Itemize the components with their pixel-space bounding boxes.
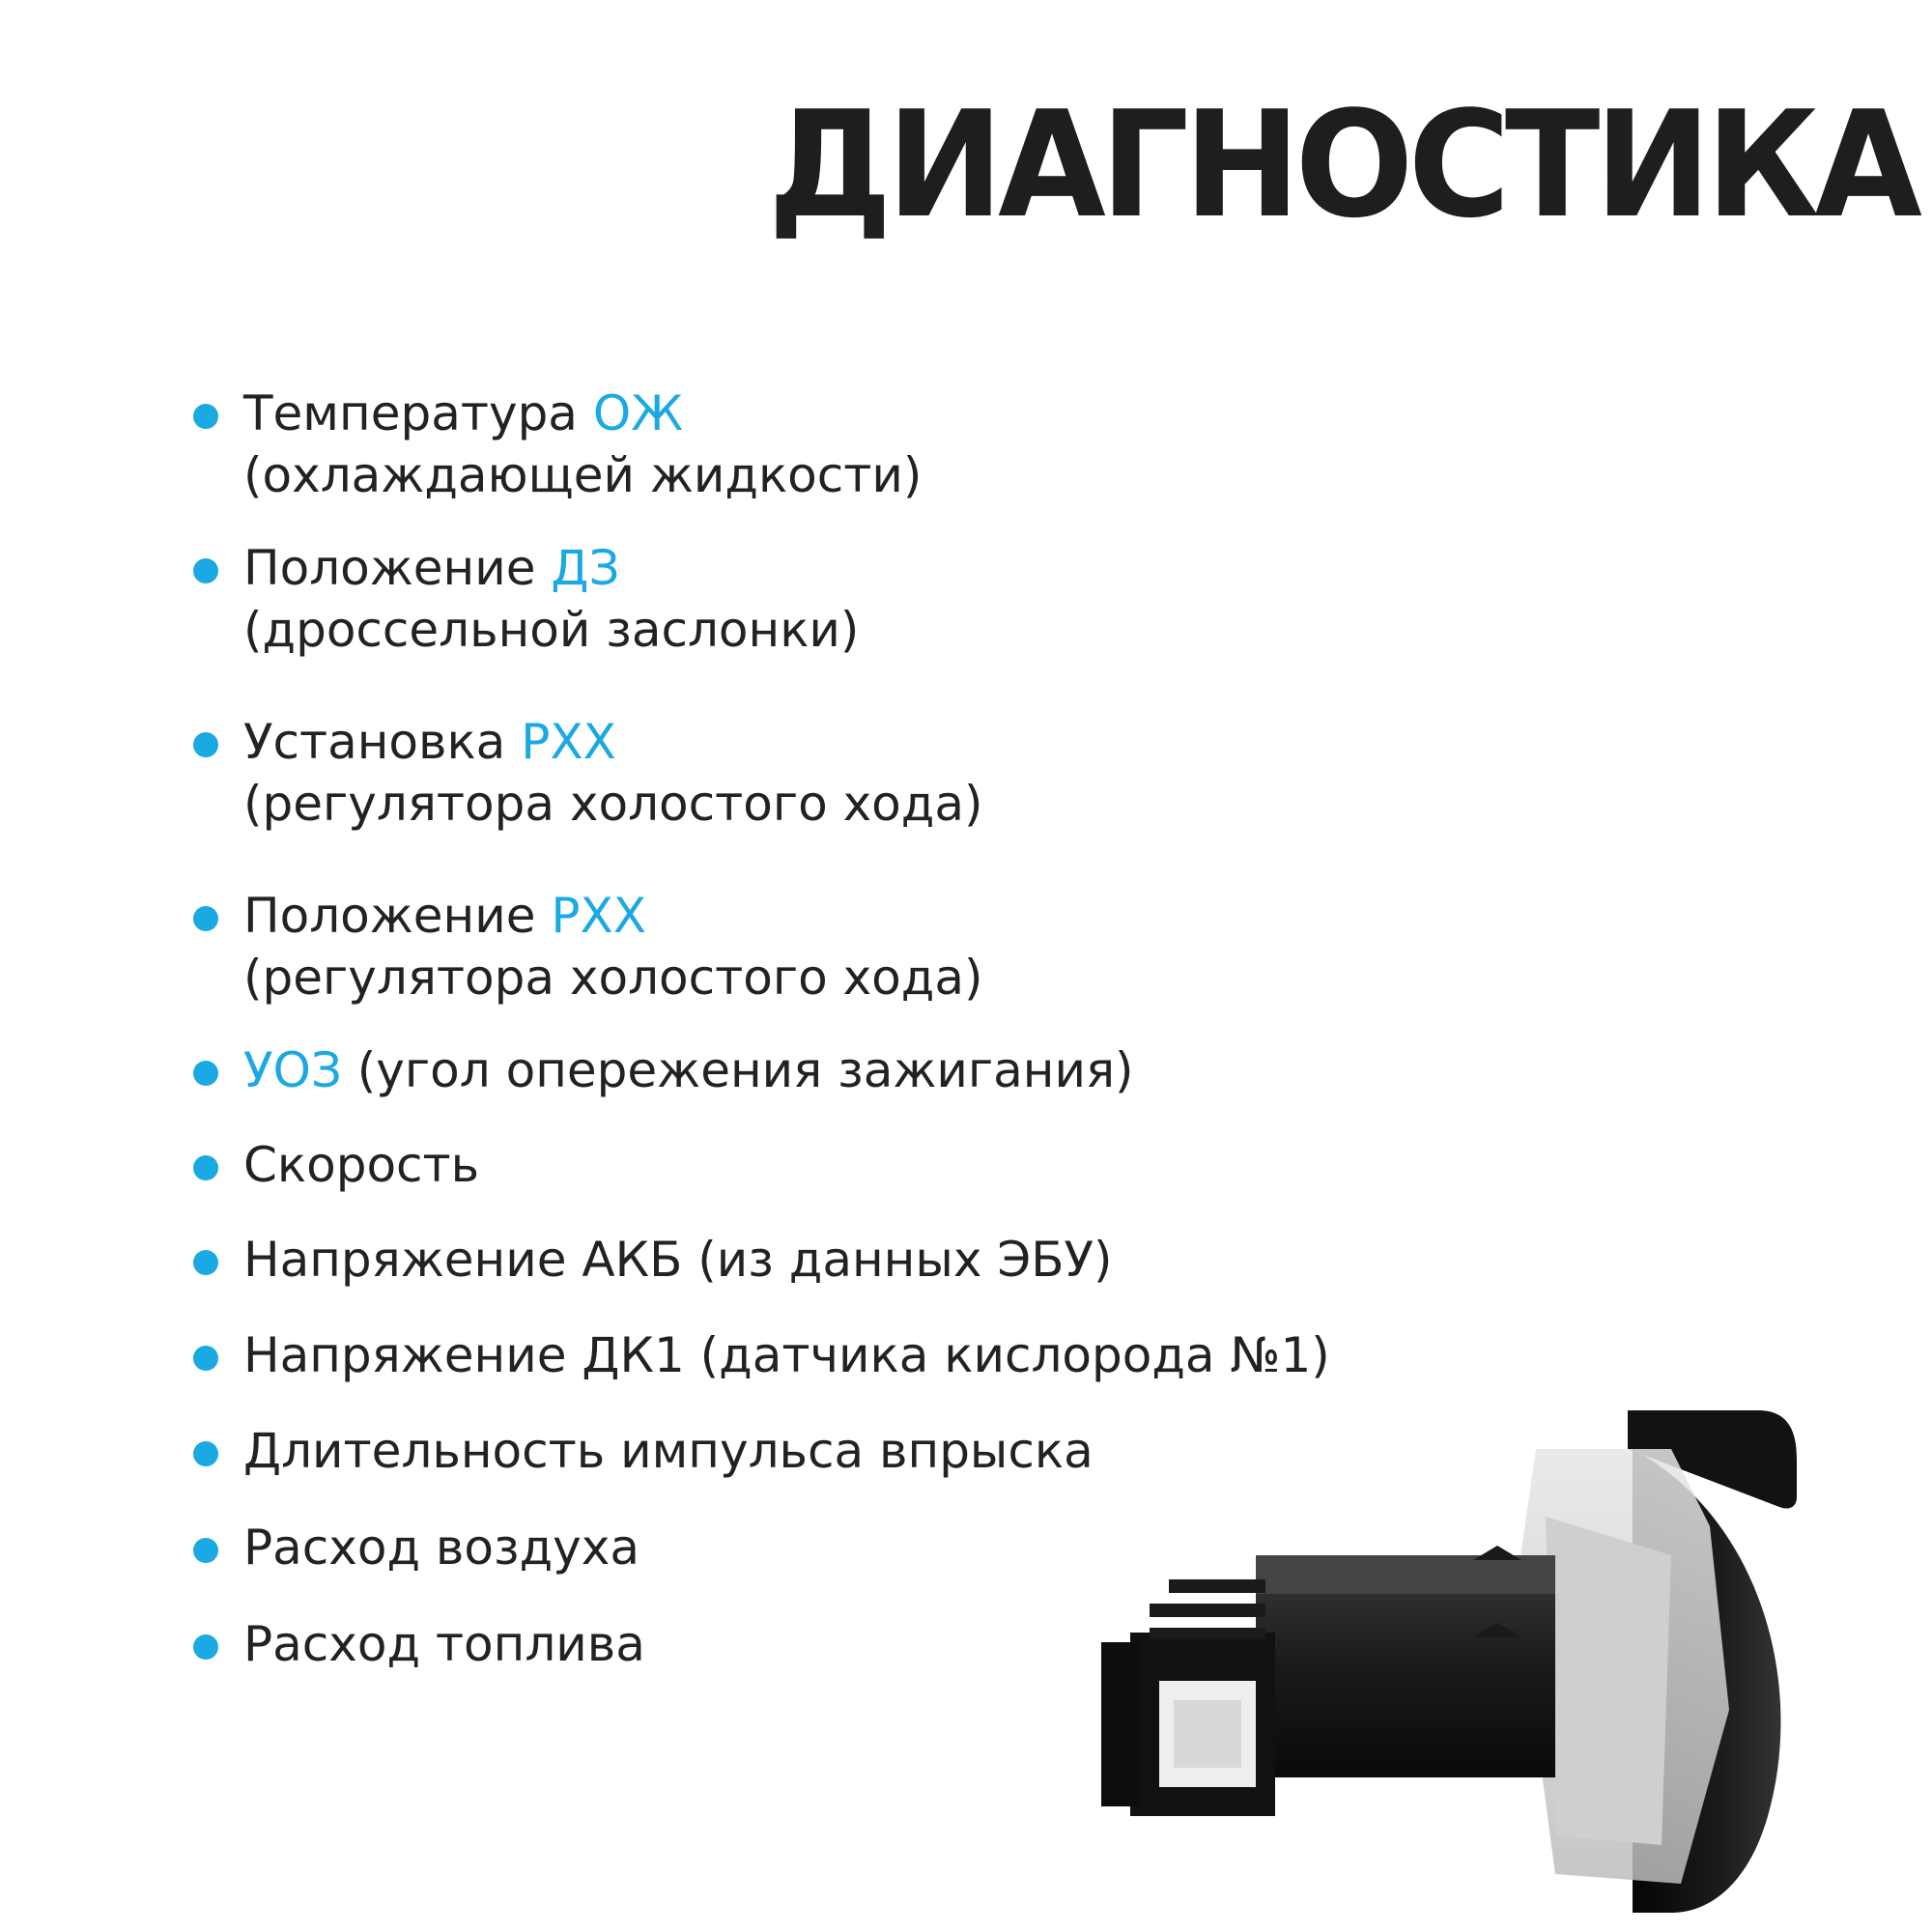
circle-bullet-icon	[193, 1250, 218, 1275]
item-abbreviation: РХХ	[551, 888, 647, 944]
circle-bullet-icon	[193, 404, 218, 429]
item-abbreviation: УОЗ	[243, 1042, 342, 1098]
item-label: Напряжение ДК1 (датчика кислорода №1)	[243, 1327, 1330, 1383]
item-label: Положение	[243, 540, 536, 596]
circle-bullet-icon	[193, 1346, 218, 1371]
circle-bullet-icon	[193, 1634, 218, 1660]
circle-bullet-icon	[193, 906, 218, 931]
item-description: (дроссельной заслонки)	[243, 602, 860, 658]
item-description: (регулятора холостого хода)	[243, 950, 983, 1006]
item-label: Расход воздуха	[243, 1520, 639, 1576]
item-label: Длительность импульса впрыска	[243, 1423, 1094, 1479]
product-device-image	[1092, 1391, 1864, 1932]
circle-bullet-icon	[193, 732, 218, 757]
item-label: Напряжение АКБ (из данных ЭБУ)	[243, 1232, 1113, 1288]
item-label: Положение	[243, 888, 536, 944]
item-abbreviation: ДЗ	[551, 540, 620, 596]
item-abbreviation: РХХ	[521, 714, 616, 770]
item-label: (угол опережения зажигания)	[356, 1042, 1134, 1098]
circle-bullet-icon	[193, 1061, 218, 1086]
item-description: (охлаждающей жидкости)	[243, 447, 923, 503]
circle-bullet-icon	[193, 1155, 218, 1180]
item-description: (регулятора холостого хода)	[243, 776, 983, 832]
item-label: Установка	[243, 714, 506, 770]
circle-bullet-icon	[193, 1441, 218, 1466]
item-label: Температура	[243, 385, 578, 441]
item-abbreviation: ОЖ	[592, 385, 684, 441]
item-label: Расход топлива	[243, 1616, 645, 1672]
circle-bullet-icon	[193, 558, 218, 583]
circle-bullet-icon	[193, 1538, 218, 1563]
page-title: ДИАГНОСТИКА	[768, 79, 1918, 250]
item-label: Скорость	[243, 1137, 480, 1193]
